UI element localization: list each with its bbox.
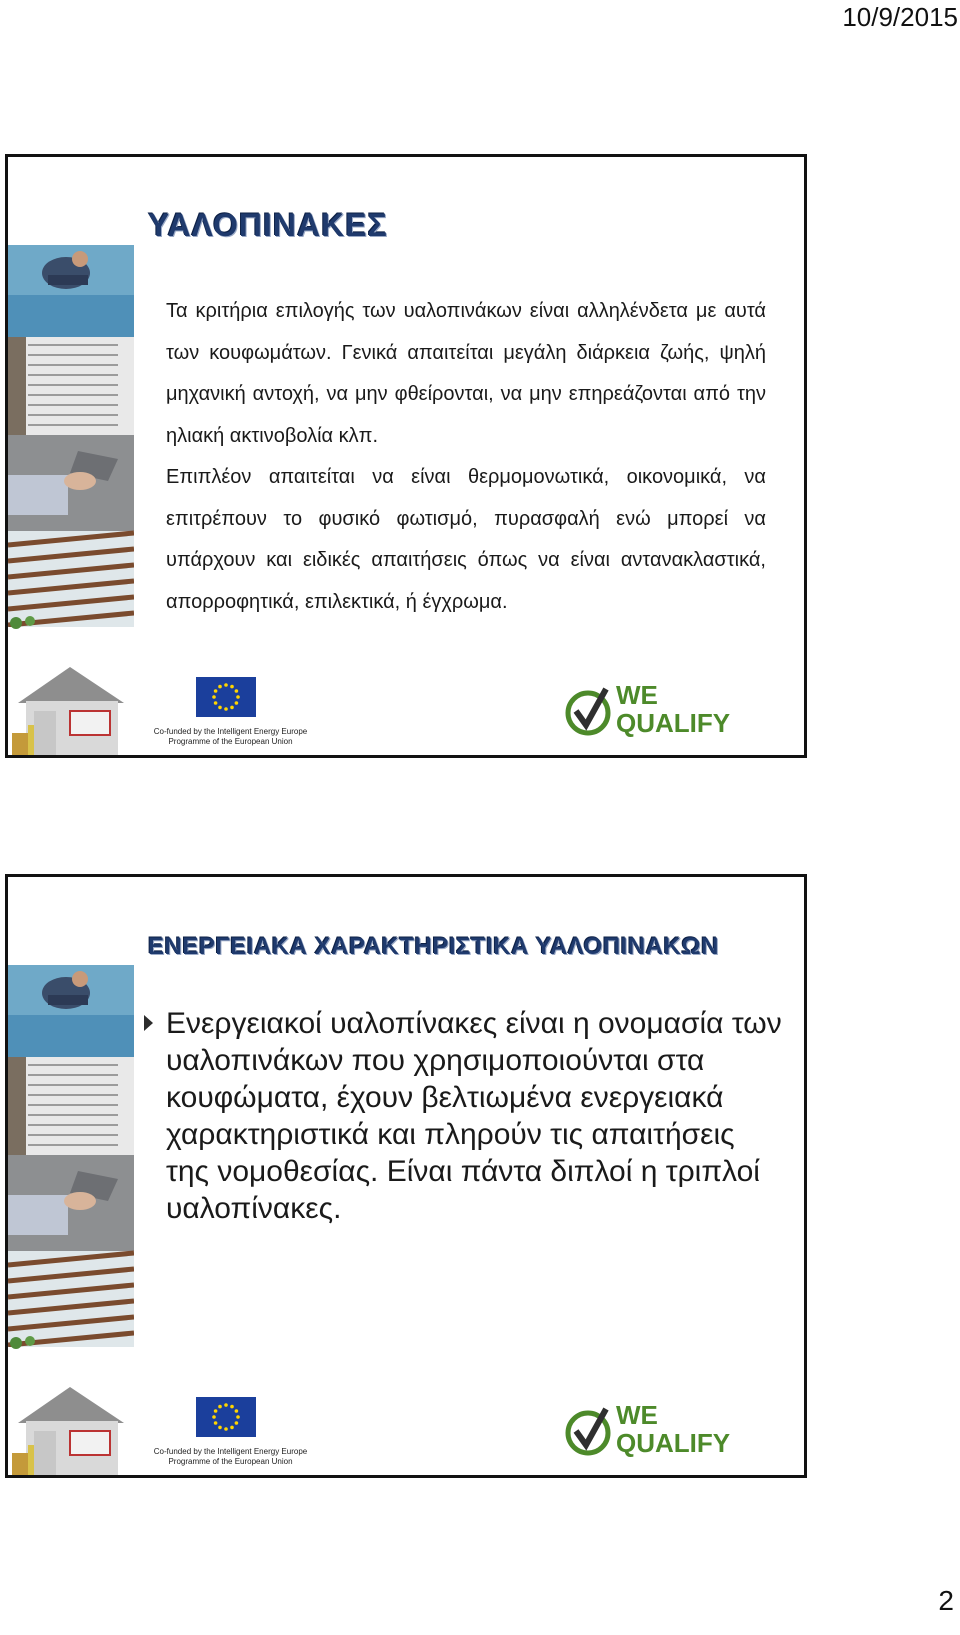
eu-flag-icon (196, 1397, 256, 1437)
slide-footer (8, 1383, 804, 1475)
slide-title: ΥΑΛΟΠΙΝΑΚΕΣ (148, 207, 388, 243)
check-mark-icon (564, 685, 612, 737)
slide-footer (8, 663, 804, 755)
paragraph: Τα κριτήρια επιλογής των υαλοπινάκων είναι αλληλένδετα με αυτά των κουφωμάτων. Γενικά απαιτείται μεγάλη διάρκεια ζωής, ψηλή μηχανική αντοχή, να μην φθείρονται, να μην επηρεάζονται από την ηλιακή ακτινοβολία κλπ. (166, 300, 766, 447)
eu-caption: Co-funded by the Intelligent Energy Europe Programme of the European Union (153, 727, 308, 746)
slide-title: ΕΝΕΡΓΕΙΑΚΑ ΧΑΡΑΚΤΗΡΙΣΤΙΚΑ ΥΑΛΟΠΙΝΑΚΩΝ (148, 933, 719, 960)
slide-2 (5, 874, 807, 1478)
paragraph: Επιπλέον απαιτείται να είναι θερμομονωτικά, οικονομικά, να επιτρέπουν το φυσικό φωτισμό, πυρασφαλή ενώ μπορεί να υπάρχουν και ειδικές απαιτήσεις όπως να είναι αντανακλαστικά, απορροφητικά, επιλεκτικά, ή έγχρωμα. (166, 466, 766, 613)
bullet-item: Ενεργειακοί υαλοπίνακες είναι η ονομασία των υαλοπινάκων που χρησιμοποιούνται στα κουφώματα, έχουν βελτιωμένα ενεργειακά χαρακτηριστικά και πληρούν τις απαιτήσεις της νομοθεσίας. Είναι πάντα διπλοί η τριπλοί υαλοπίνακες. (166, 1007, 782, 1225)
check-mark-icon (564, 1405, 612, 1457)
bullet-arrow-icon (144, 1015, 153, 1031)
house-illustration (8, 663, 134, 755)
eu-caption: Co-funded by the Intelligent Energy Europe Programme of the European Union (153, 1447, 308, 1466)
eu-flag-icon (196, 677, 256, 717)
bullet-list (144, 1005, 784, 1227)
page-number: 2 (938, 1585, 954, 1616)
we-qualify-logo: WE QUALIFY (564, 1401, 734, 1461)
slide-body (166, 291, 766, 623)
slide-1 (5, 154, 807, 758)
page-date: 10/9/2015 (842, 2, 958, 32)
photo-collage (8, 965, 134, 1431)
house-illustration (8, 1383, 134, 1475)
photo-collage (8, 245, 134, 711)
we-qualify-logo: WE QUALIFY (564, 681, 734, 741)
